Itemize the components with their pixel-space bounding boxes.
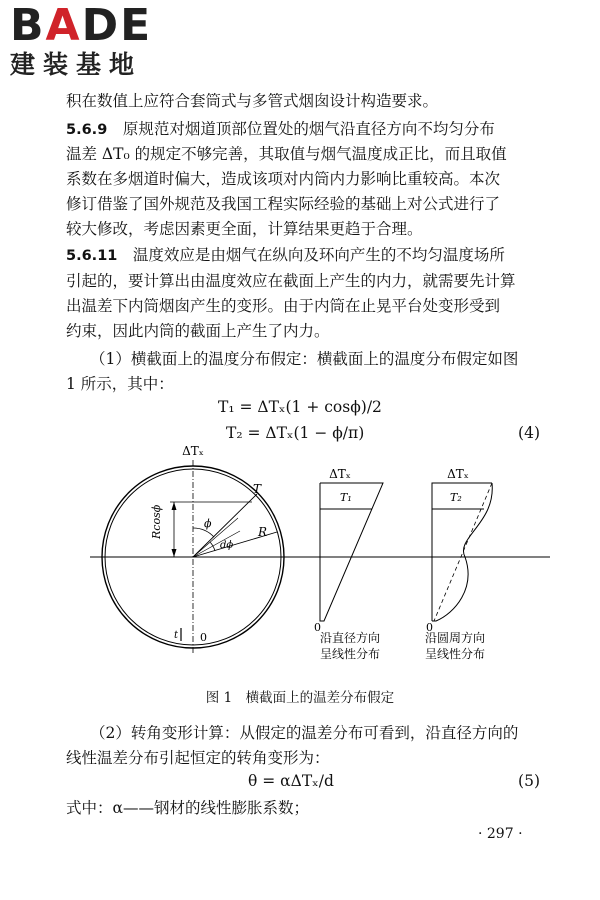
section-5-6-9-line-1 (66, 118, 495, 141)
label-T2: T₂ (450, 491, 462, 504)
label-T1: T₁ (340, 491, 352, 504)
text-span: 温度效应是由烟气在纵向及环向产生的不均匀温度场所 (132, 246, 505, 264)
text-line: 系数在多烟道时偏大，造成该项对内筒内力影响比重较高。本次 (66, 170, 501, 188)
arrow-head (172, 502, 177, 510)
logo-subtitle: 建装基地 (10, 50, 143, 79)
equation-4-line-1: T₁ = ΔTₓ(1 + cosϕ)/2 (218, 398, 382, 416)
equation-4-line-2: T₂ = ΔTₓ(1 − ϕ/π) (226, 424, 365, 442)
label-rcos: Rcosϕ (150, 504, 163, 539)
diagram3-caption-line2: 呈线性分布 (424, 647, 486, 661)
logo-letter-b: B (10, 0, 46, 51)
text-line: 较大修改，考虑因素更全面，计算结果更趋于合理。 (66, 220, 423, 238)
bade-logo (10, 0, 153, 80)
figure-caption: 图 1 横截面上的温差分布假定 (205, 690, 395, 706)
logo-wordmark (10, 0, 153, 51)
logo-letters-de: DE (81, 0, 153, 51)
diagram2-caption-line1: 沿直径方向 (319, 631, 381, 645)
text-line: 引起的，要计算出由温度效应在截面上产生的内力，就需要先计算 (66, 272, 516, 290)
dphi-line (193, 518, 238, 557)
section-5-6-11-line-1 (66, 244, 505, 267)
text-line: （2）转角变形计算：从假定的温差分布可看到，沿直径方向的 (90, 724, 519, 742)
equation-5: θ = αΔTₓ/d (248, 772, 334, 790)
text-line: 线性温差分布引起恒定的转角变形为： (66, 749, 330, 767)
diagram2-caption-line2: 呈线性分布 (319, 647, 381, 661)
temperature-distribution-figure (0, 438, 600, 678)
label-phi: ϕ (204, 517, 212, 530)
text-line: 积在数值上应符合套筒式与多管式烟囱设计构造要求。 (66, 92, 439, 110)
diagram3-caption-line1: 沿圆周方向 (424, 631, 486, 645)
text-line: （1）横截面上的温度分布假定：横截面上的温度分布假定如图 (90, 350, 519, 368)
text-line: 约束，因此内筒的截面上产生了内力。 (66, 322, 330, 340)
text-line: 修订借鉴了国外规范及我国工程实际经验的基础上对公式进行了 (66, 195, 501, 213)
text-line: 1 所示，其中： (66, 375, 174, 393)
logo-letter-a: A (45, 0, 82, 51)
text-span: 原规范对烟道顶部位置处的烟气沿直径方向不均匀分布 (122, 120, 495, 138)
equation-number: (4) (518, 424, 540, 442)
section-number: 5.6.9 (66, 122, 108, 138)
label-zero: 0 (200, 631, 207, 644)
label-T: T (253, 482, 262, 496)
label-t: t (174, 630, 179, 641)
label-zero: 0 (426, 621, 433, 634)
text-line: 温差 ΔT₀ 的规定不够完善，其取值与烟气温度成正比，而且取值 (66, 145, 507, 163)
label-dtx: ΔTₓ (329, 467, 351, 481)
label-dtx: ΔTₓ (182, 444, 204, 458)
where-clause: 式中：α——钢材的线性膨胀系数； (66, 799, 309, 817)
linear-reference-dashed (434, 483, 492, 621)
label-dtx: ΔTₓ (447, 467, 469, 481)
equation-number: (5) (518, 772, 540, 790)
arrow-head (172, 549, 177, 557)
label-dphi: dϕ (220, 540, 234, 551)
label-zero: 0 (314, 621, 321, 634)
label-R: R (258, 525, 268, 539)
section-number: 5.6.11 (66, 248, 118, 264)
page-number: · 297 · (478, 826, 523, 842)
text-line: 出温差下内筒烟囱产生的变形。由于内筒在止晃平台处变形受到 (66, 297, 501, 315)
